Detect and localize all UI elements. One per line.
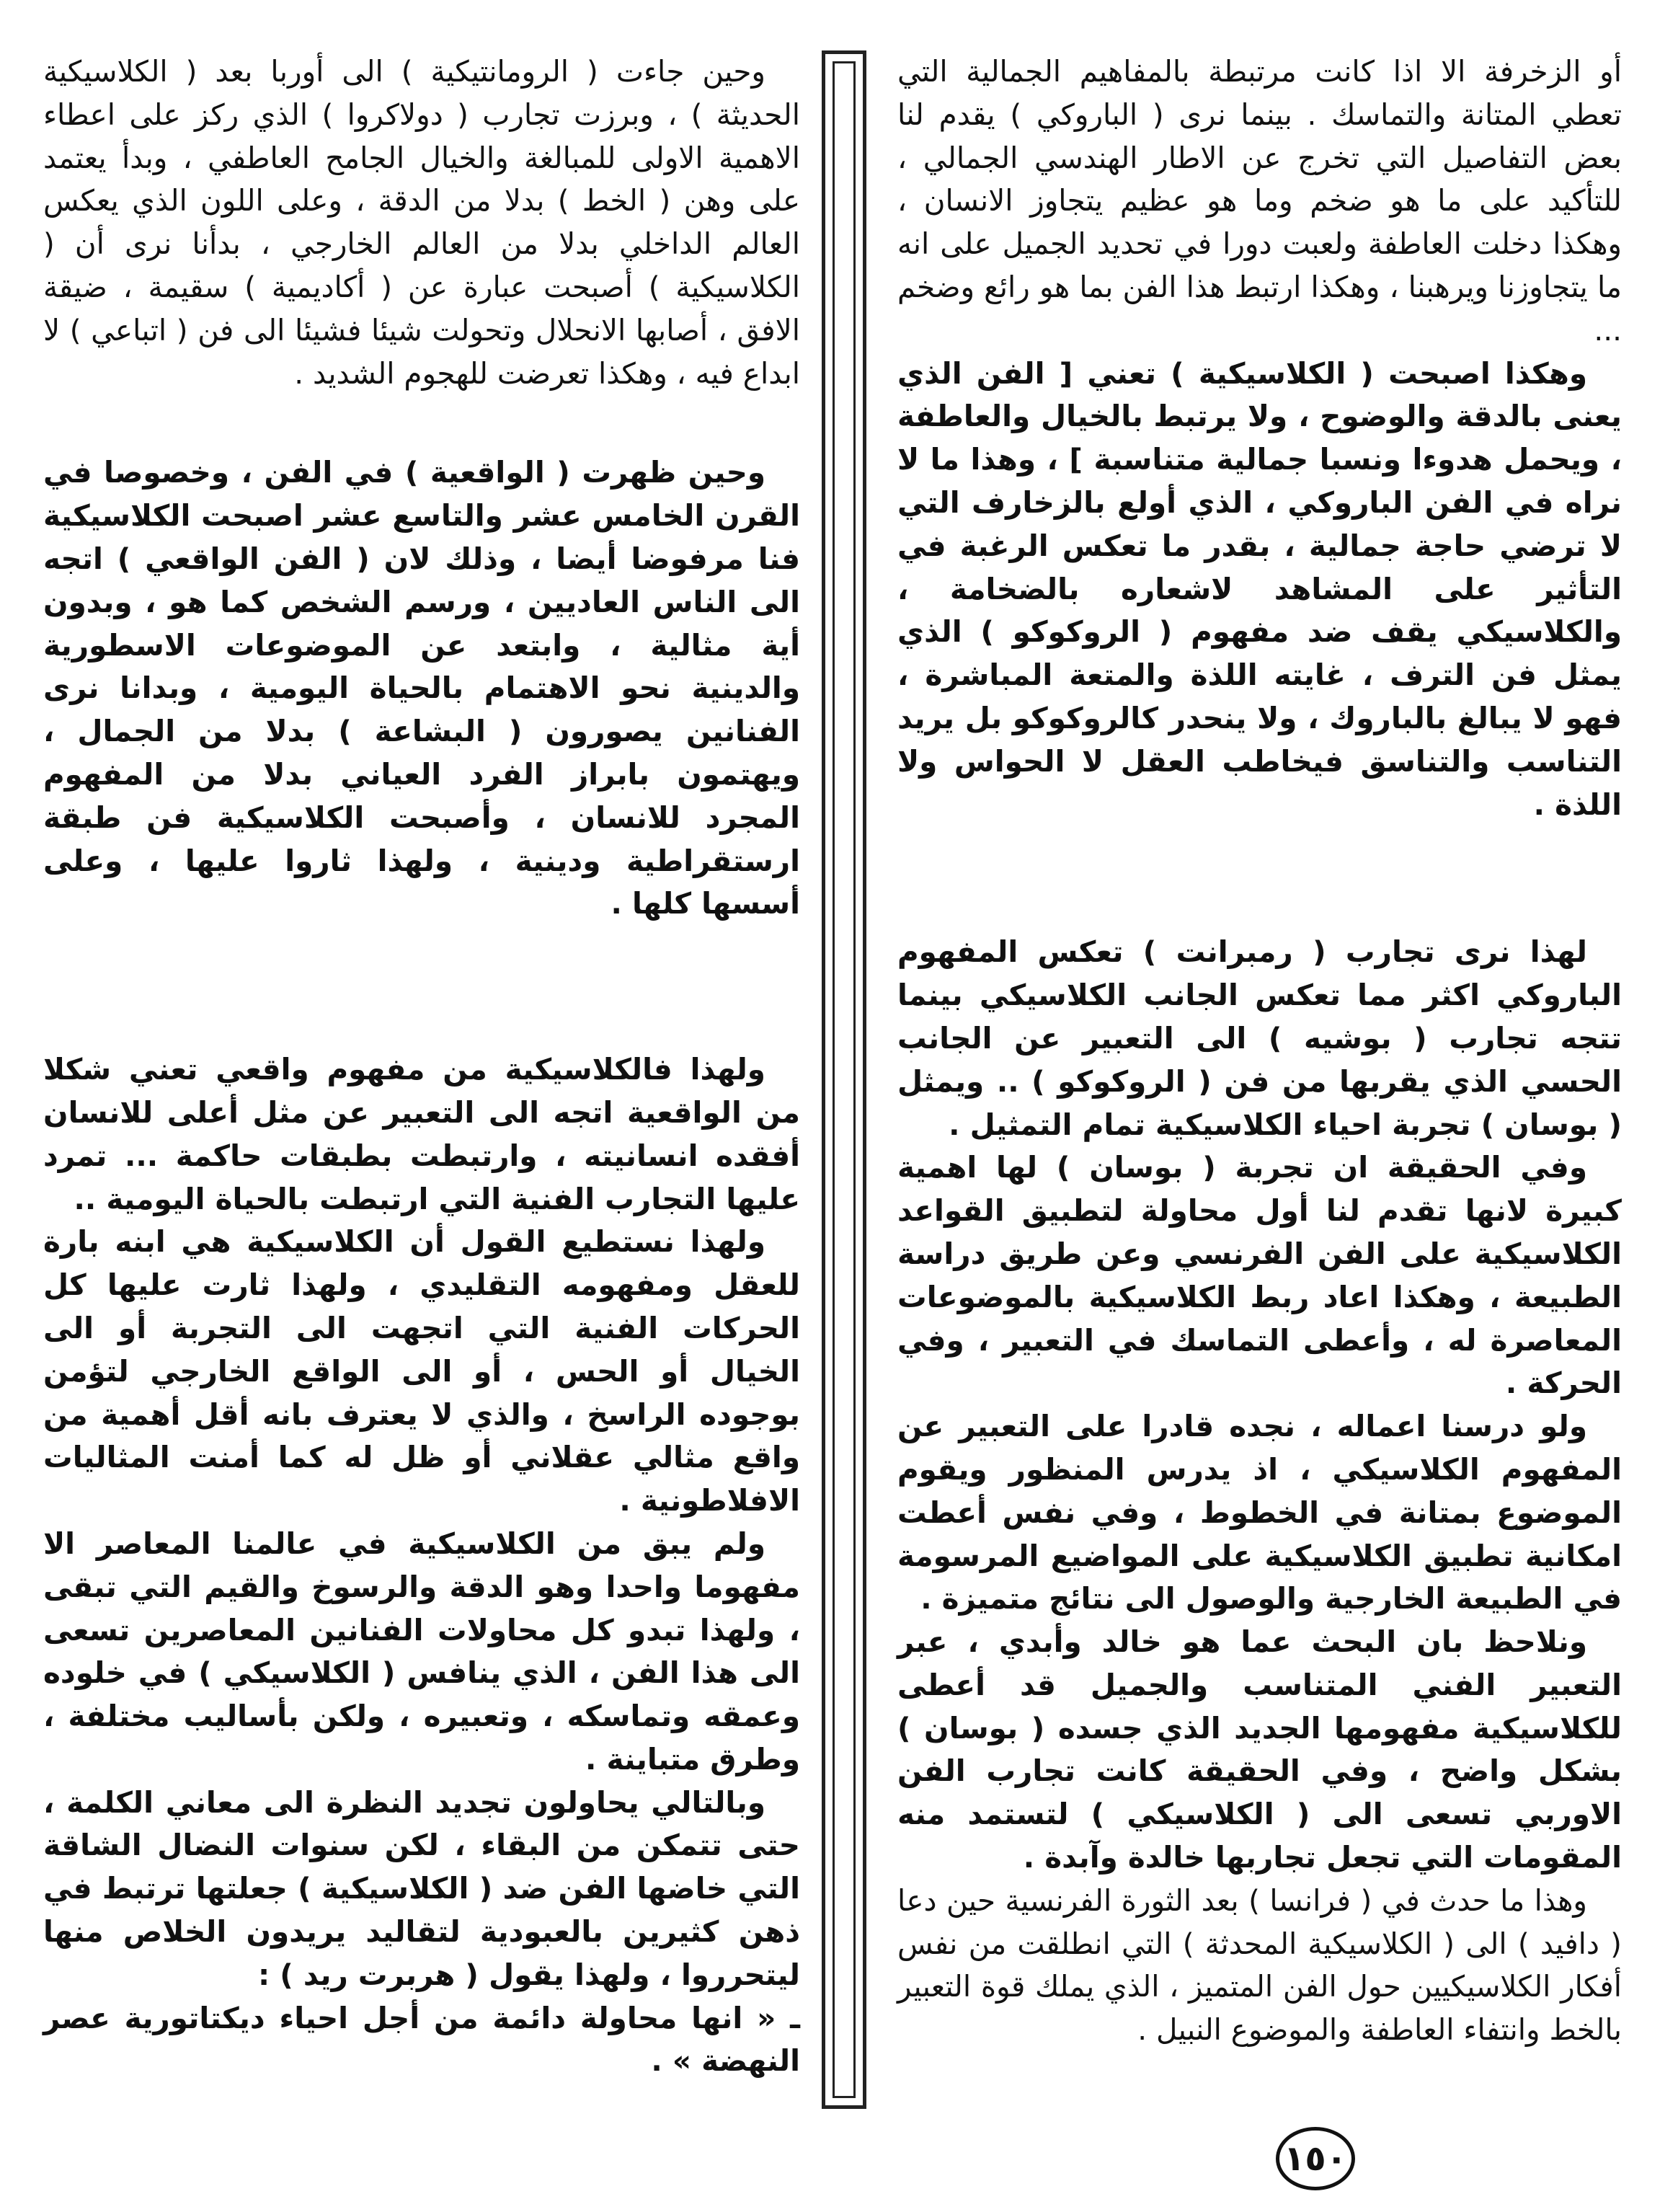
- left-text-column: [43, 50, 800, 2083]
- paragraph: ولم يبق من الكلاسيكية في عالمنا المعاصر الا مفهوما واحدا وهو الدقة والرسوخ والقيم التي تبقى ، ولهذا تبدو كل محاولات الفنانين المعاصرين تسعى الى هذا الفن ، الذي ينافس ( الكلاسيكي ) في خلوده وعمقه وتماسكه ، وتعبيره ، ولكن بأساليب مختلفة ، وطرق متباينة .: [43, 1526, 800, 1777]
- paragraph-spacer: [897, 826, 1622, 931]
- paragraph: وحين ظهرت ( الواقعية ) في الفن ، وخصوصا في القرن الخامس عشر والتاسع عشر اصبحت الكلاسيكية فنا مرفوضا أيضا ، وذلك لان ( الفن الواقعي ) اتجه الى الناس العاديين ، ورسم الشخص كما هو ، وبدون أية مثالية ، وابتعد عن الموضوعات الاسطورية والدينية نحو الاهتمام بالحياة اليومية ، وبدانا نرى الفنانين يصورون ( البشاعة ) بدلا من الجمال ، ويهتمون بابراز الفرد العياني بدلا من المفهوم المجرد للانسان ، وأصبحت الكلاسيكية فن طبقة ارستقراطية ودينية ، ولهذا ثاروا عليها ، وعلى أسسها كلها .: [43, 455, 800, 921]
- paragraph: وهكذا اصبحت ( الكلاسيكية ) تعني [ الفن الذي يعنى بالدقة والوضوح ، ولا يرتبط بالخيال والعاطفة ، ويحمل هدوءا ونسبا جمالية متناسبة ] ، وهذا ما لا نراه في الفن الباروكي ، الذي أولع بالزخارف التي لا ترضي حاجة جمالية ، بقدر ما تعكس الرغبة في التأثير على المشاهد لاشعاره بالضخامة ، والكلاسيكي يقف ضد مفهوم ( الروكوكو ) الذي يمثل فن الترف ، غايته اللذة والمتعة المباشرة ، فهو لا يبالغ بالباروك ، ولا ينحدر كالروكوكو بل يريد التناسب والتناسق فيخاطب العقل لا الحواس ولا اللذة .: [897, 355, 1622, 822]
- quotation: ـ « انها محاولة دائمة من أجل احياء ديكتاتورية عصر النهضة » .: [43, 2000, 800, 2079]
- paragraph: وفي الحقيقة ان تجربة ( بوسان ) لها اهمية كبيرة لانها تقدم لنا أول محاولة لتطبيق القواعد الكلاسيكية على الفن الفرنسي وعن طريق دراسة الطبيعة ، وهكذا اعاد ربط الكلاسيكية بالموضوعات المعاصرة له ، وأعطى التماسك في التعبير ، وفي الحركة .: [897, 1150, 1622, 1401]
- paragraph-spacer: [43, 926, 800, 1048]
- paragraph: أو الزخرفة الا اذا كانت مرتبطة بالمفاهيم الجمالية التي تعطي المتانة والتماسك . بينما نرى ( الباروكي ) يقدم لنا بعض التفاصيل التي تخرج عن الاطار الهندسي الجمالي ، للتأكيد على ما هو ضخم وما هو عظيم يتجاوز الانسان ، وهكذا دخلت العاطفة ولعبت دورا في تحديد الجميل على انه ما يتجاوزنا ويرهبنا ، وهكذا ارتبط هذا الفن بما هو رائع وضخم ...: [897, 54, 1622, 348]
- paragraph: ولو درسنا اعماله ، نجده قادرا على التعبير عن المفهوم الكلاسيكي ، اذ يدرس المنظور ويقوم الموضوع بمتانة في الخطوط ، وفي نفس أعطت امكانية تطبيق الكلاسيكية على المواضيع المرسومة في الطبيعة الخارجية والوصول الى نتائج متميزة .: [897, 1409, 1622, 1616]
- paragraph: لهذا نرى تجارب ( رمبرانت ) تعكس المفهوم الباروكي اكثر مما تعكس الجانب الكلاسيكي بينما تتجه تجارب ( بوشيه ) الى التعبير عن الجانب الحسي الذي يقربها من فن ( الروكوكو ) .. ويمثل ( بوسان ) تجربة احياء الكلاسيكية تمام التمثيل .: [897, 934, 1622, 1142]
- paragraph: وبالتالي يحاولون تجديد النظرة الى معاني الكلمة ، حتى تتمكن من البقاء ، لكن سنوات النضال الشاقة التي خاضها الفن ضد ( الكلاسيكية ) جعلتها ترتبط في ذهن كثيرين بالعبودية لتقاليد يريدون الخلاص منها ليتحرروا ، ولهذا يقول ( هربرت ريد ) :: [43, 1784, 800, 1992]
- paragraph: ولهذا نستطيع القول أن الكلاسيكية هي ابنه بارة للعقل ومفهومه التقليدي ، ولهذا ثارت عليها كل الحركات الفنية التي اتجهت الى التجربة أو الى الخيال أو الحس ، أو الى الواقع الخارجي لتؤمن بوجوده الراسخ ، والذي لا يعترف بانه أقل أهمية من واقع مثالي عقلاني أو ظل له كما أمنت المثاليات الافلاطونية .: [43, 1224, 800, 1518]
- right-text-column: [897, 50, 1622, 2052]
- paragraph-spacer: [43, 395, 800, 451]
- paragraph: وحين جاءت ( الرومانتيكية ) الى أوربا بعد ( الكلاسيكية الحديثة ) ، وبرزت تجارب ( دولاكروا ) الذي ركز على اعطاء الاهمية الاولى للمبالغة والخيال الجامح العاطفي ، وبدأ يعتمد على وهن ( الخط ) بدلا من الدقة ، وعلى اللون الذي يعكس العالم الداخلي بدلا من العالم الخارجي ، بدأنا نرى أن ( الكلاسيكية ) أصبحت عبارة عن ( أكاديمية ) سقيمة ، ضيقة الافق ، أصابها الانحلال وتحولت شيئا فشيئا الى فن ( اتباعي ) لا ابداع فيه ، وهكذا تعرضت للهجوم الشديد .: [43, 54, 800, 391]
- paragraph: ونلاحظ بان البحث عما هو خالد وأبدي ، عبر التعبير الفني المتناسب والجميل قد أعطى للكلاسيكية مفهومها الجديد الذي جسده ( بوسان ) بشكل واضح ، وفي الحقيقة كانت تجارب الفن الاوربي تسعى الى ( الكلاسيكي ) لتستمد منه المقومات التي تجعل تجاربها خالدة وآبدة .: [897, 1624, 1622, 1875]
- column-divider: [822, 50, 866, 2109]
- paragraph: ولهذا فالكلاسيكية من مفهوم واقعي تعني شكلا من الواقعية اتجه الى التعبير عن مثل أعلى للانسان أفقده انسانيته ، وارتبطت بطبقات حاكمة ... تمرد عليها التجارب الفنية التي ارتبطت بالحياة اليومية ..: [43, 1052, 800, 1216]
- paragraph: وهذا ما حدث في ( فرانسا ) بعد الثورة الفرنسية حين دعا ( دافيد ) الى ( الكلاسيكية المحدثة ) التي انطلقت من نفس أفكار الكلاسيكيين حول الفن المتميز ، الذي يملك قوة التعبير بالخط وانتفاء العاطفة والموضوع النبيل .: [897, 1883, 1622, 2048]
- page-number: ١٥٠: [1276, 2127, 1355, 2190]
